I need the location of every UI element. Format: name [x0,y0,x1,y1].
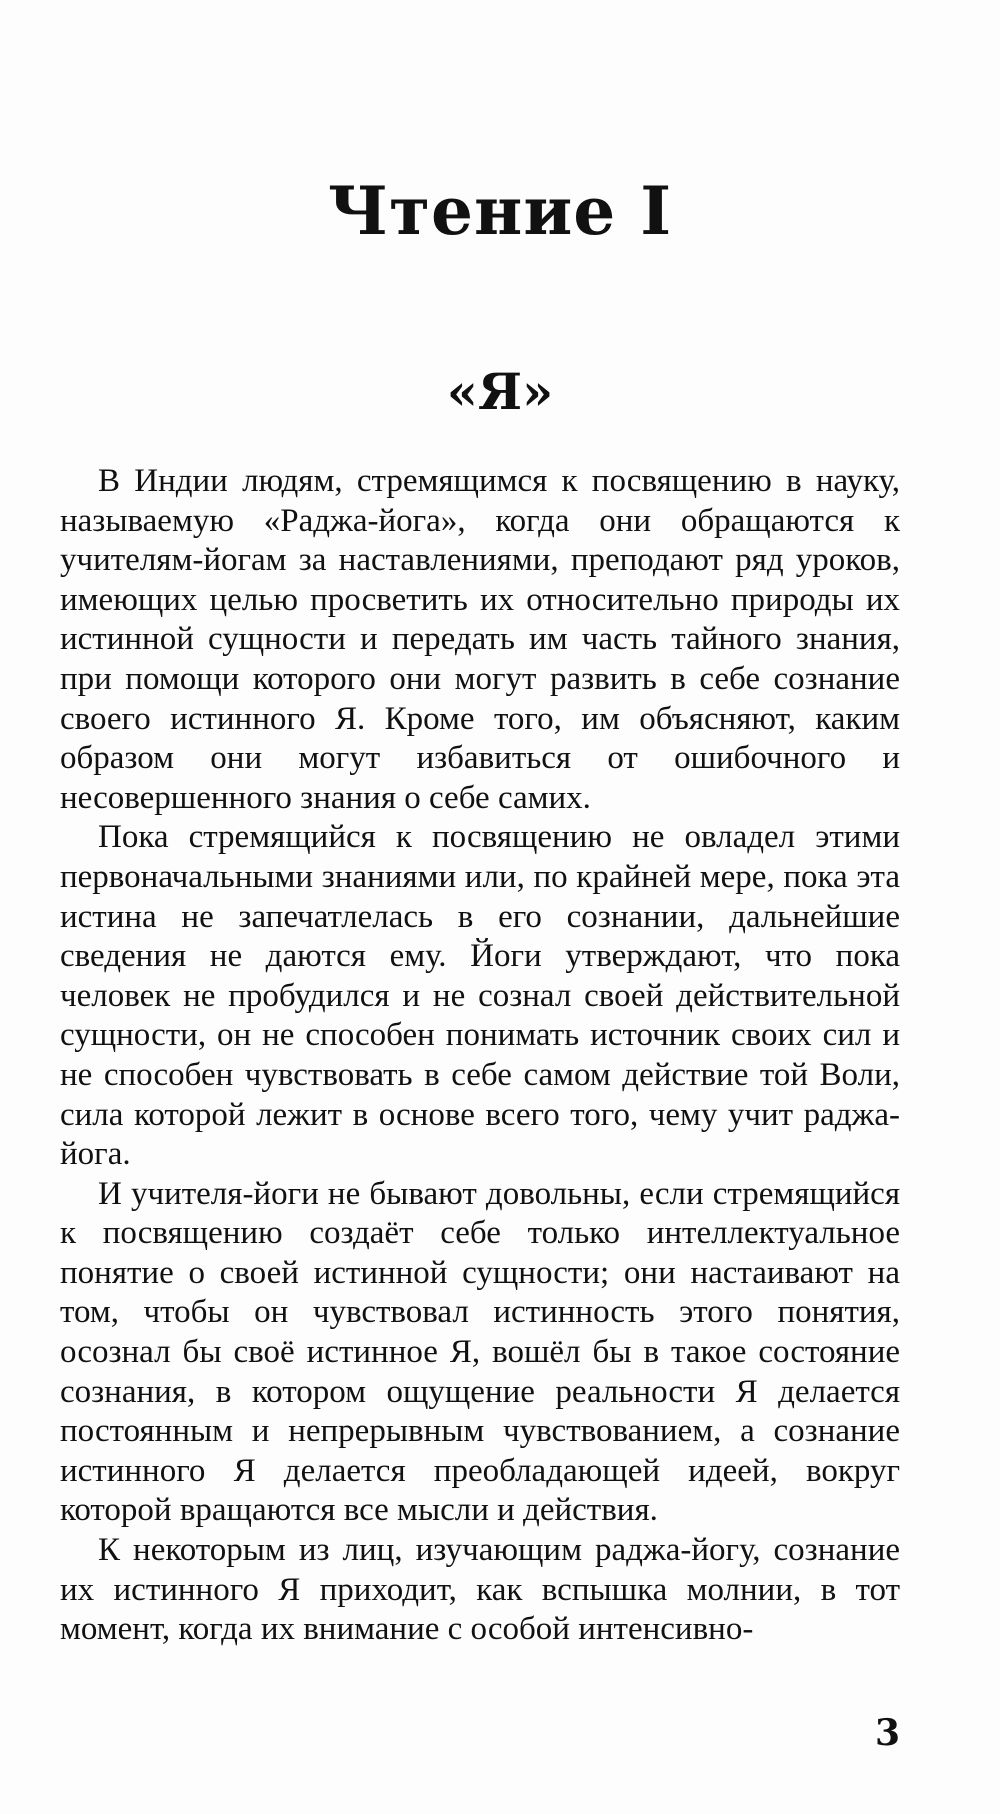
chapter-title: Чтение I [327,172,673,250]
paragraph: Пока стремящийся к посвящению не овладел этими первоначальными знаниями или, по крайней мере, пока эта истина не запечатлелась в его сознании, дальнейшие сведения не даются ему. Йоги утверждают, что пока человек не пробудился и не сознал своей действительной сущности, он не способен понимать источник своих сил и не способен чувствовать в себе самом действие той Воли, сила которой лежит в основе всего того, чему учит раджа-йога. [60,819,900,1173]
section-title: «Я» [446,362,554,421]
paragraph: И учителя-йоги не бывают довольны, если стремящийся к посвящению создаёт себе только интеллектуальное понятие о своей истинной сущности; они настаивают на том, чтобы он чувствовал истинность этого понятия, осознал бы своё истинное Я, вошёл бы в такое состояние сознания, в котором ощущение реальности Я делается постоянным и непрерывным чувствованием, а сознание истинного Я делается преобладающей идеей, вокруг которой вращаются все мысли и действия. [60,1175,900,1529]
paragraph: В Индии людям, стремящимся к посвящению в науку, называемую «Раджа-йога», когда они обращаются к учителям-йогам за наставлениями, преподают ряд уроков, имеющих целью просветить их относительно природы их истинной сущности и передать им часть тайного знания, при помощи которого они могут развить в себе сознание своего истинного Я. Кроме того, им объясняют, каким образом они могут избавиться от ошибочного и несовершенного знания о себе самих. [60,463,900,816]
paragraph: К некоторым из лиц, изучающим раджа-йогу, сознание их истинного Я приходит, как вспышка молнии, в тот момент, когда их внимание с особой интенсивно- [60,1532,900,1648]
body-text [60,462,900,1650]
page-number: 3 [874,1712,900,1754]
